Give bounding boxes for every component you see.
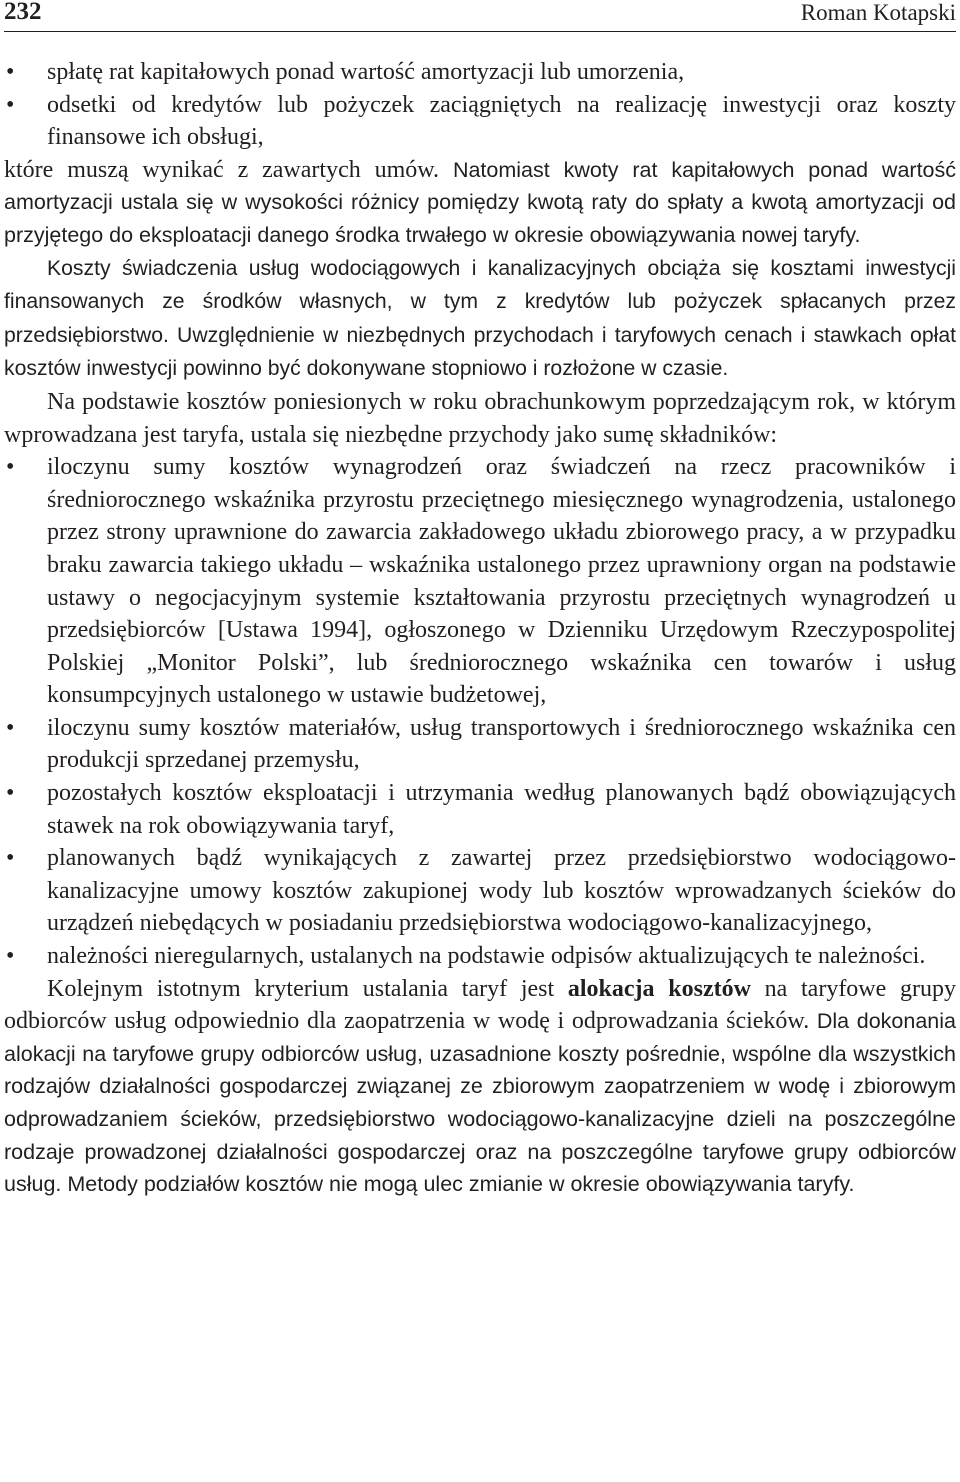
list-item [4, 712, 956, 777]
bullet-icon: • [6, 943, 15, 970]
page-number: 232 [4, 0, 42, 25]
paragraph-text: Dla dokonania alokacji na taryfowe grupy odbiorców usług, uzasadnione koszty pośrednie, wspólne dla wszystkich rodzajów działalności gospodarczej związanej ze zbiorowym zaopatrzeniem w wodę i zbiorowym odprowadzaniem ścieków, przedsiębiorstwo wodociągowo-kanalizacyjne dzieli na poszczególne rodzaje prowadzonej działalności gospodarczej oraz na poszczególne taryfowe grupy odbiorców usług. Metody podziałów kosztów nie mogą ulec zmianie w okresie obowiązywania taryfy. [4, 1009, 956, 1197]
page-body [4, 56, 956, 1201]
list-item-text: pozostałych kosztów eksploatacji i utrzymania według planowanych bądź obowiązujących stawek na rok obowiązywania taryf, [47, 780, 956, 839]
list-item [4, 940, 956, 973]
list-item [4, 842, 956, 940]
paragraph-text: na taryfowe grupy odbiorców usług odpowiednio dla zaopatrzenia w wodę i odprowadzania ścieków. [4, 975, 957, 1035]
running-author: Roman Kotapski [800, 0, 956, 25]
list-item-text: należności nieregularnych, ustalanych na podstawie odpisów aktualizujących te należności. [47, 943, 926, 970]
bold-term: alokacja kosztów [567, 975, 751, 1002]
paragraph-text: Natomiast kwoty rat kapitałowych ponad wartość amortyzacji ustala się w wysokości różnicy pomiędzy kwotą raty do spłaty a kwotą amortyzacji od przyjętego do eksploatacji danego środka trwałego w okresie obowiązywania nowej taryfy. [4, 157, 957, 247]
list-item [4, 89, 956, 154]
paragraph [4, 154, 956, 252]
list-item-text: odsetki od kredytów lub pożyczek zaciągniętych na realizację inwestycji oraz koszty finansowe ich obsługi, [47, 91, 956, 151]
list-item-text: iloczynu sumy kosztów materiałów, usług transportowych i średniorocznego wskaźnika cen produkcji sprzedanej przemysłu, [47, 714, 956, 774]
paragraph [4, 973, 956, 1201]
paragraph-text: które muszą wynikać z zawartych umów. [4, 156, 453, 183]
bullet-icon: • [6, 91, 15, 118]
bullet-icon: • [6, 845, 15, 872]
bullet-icon: • [6, 59, 15, 85]
list-item [4, 777, 956, 842]
list-item [4, 451, 956, 712]
paragraph-text: Kolejnym istotnym kryterium ustalania taryf jest [47, 975, 568, 1002]
list-item-text: planowanych bądź wynikających z zawartej przez przedsiębiorstwo wodociągowo-kanalizacyjne umowy kosztów zakupionej wody lub kosztów wprowadzanych ścieków do urządzeń niebędących w posiadaniu przedsiębiorstwa wodociągowo-kanalizacyjnego, [47, 845, 956, 937]
paragraph [4, 252, 956, 386]
bullet-list-1 [4, 56, 956, 154]
bullet-icon: • [6, 780, 15, 807]
bullet-icon: • [6, 454, 15, 481]
bullet-list-2 [4, 451, 956, 973]
list-item-text: spłatę rat kapitałowych ponad wartość amortyzacji lub umorzenia, [47, 59, 685, 85]
paragraph: Na podstawie kosztów poniesionych w roku obrachunkowym poprzedzającym rok, w którym wprowadzana jest taryfa, ustala się niezbędne przychody jako sumę składników: [4, 388, 956, 448]
paragraph-text: Koszty świadczenia usług wodociągowych i kanalizacyjnych obciąża się kosztami inwestycji finansowanych ze środków własnych, w tym z kredytów lub pożyczek spłacanych przez przedsiębiorstwo. Uwzględnienie w niezbędnych przychodach i taryfowych cenach i stawkach opłat kosztów inwestycji powinno być dokonywane stopniowo i rozłożone w czasie. [4, 256, 956, 381]
list-item-text: iloczynu sumy kosztów wynagrodzeń oraz świadczeń na rzecz pracowników i średniorocznego wskaźnika przyrostu przeciętnego miesięcznego wynagrodzenia, ustalonego przez strony uprawnione do zawarcia zakładowego układu zbiorowego pracy, a w przypadku braku zawarcia takiego układu – wskaźnika ustalonego przez uprawniony organ na podstawie ustawy o negocjacyjnym systemie kształtowania przyrostu przeciętnych wynagrodzeń u przedsiębiorców [Ustawa 1994], ogłoszonego w Dzienniku Urzędowym Rzeczypospolitej Polskiej „Monitor Polski”, lub średniorocznego wskaźnika cen towarów i usług konsumpcyjnych ustalonego w ustawie budżetowej, [47, 454, 956, 709]
running-header [4, 0, 956, 32]
list-item [4, 56, 956, 89]
bullet-icon: • [6, 714, 15, 741]
